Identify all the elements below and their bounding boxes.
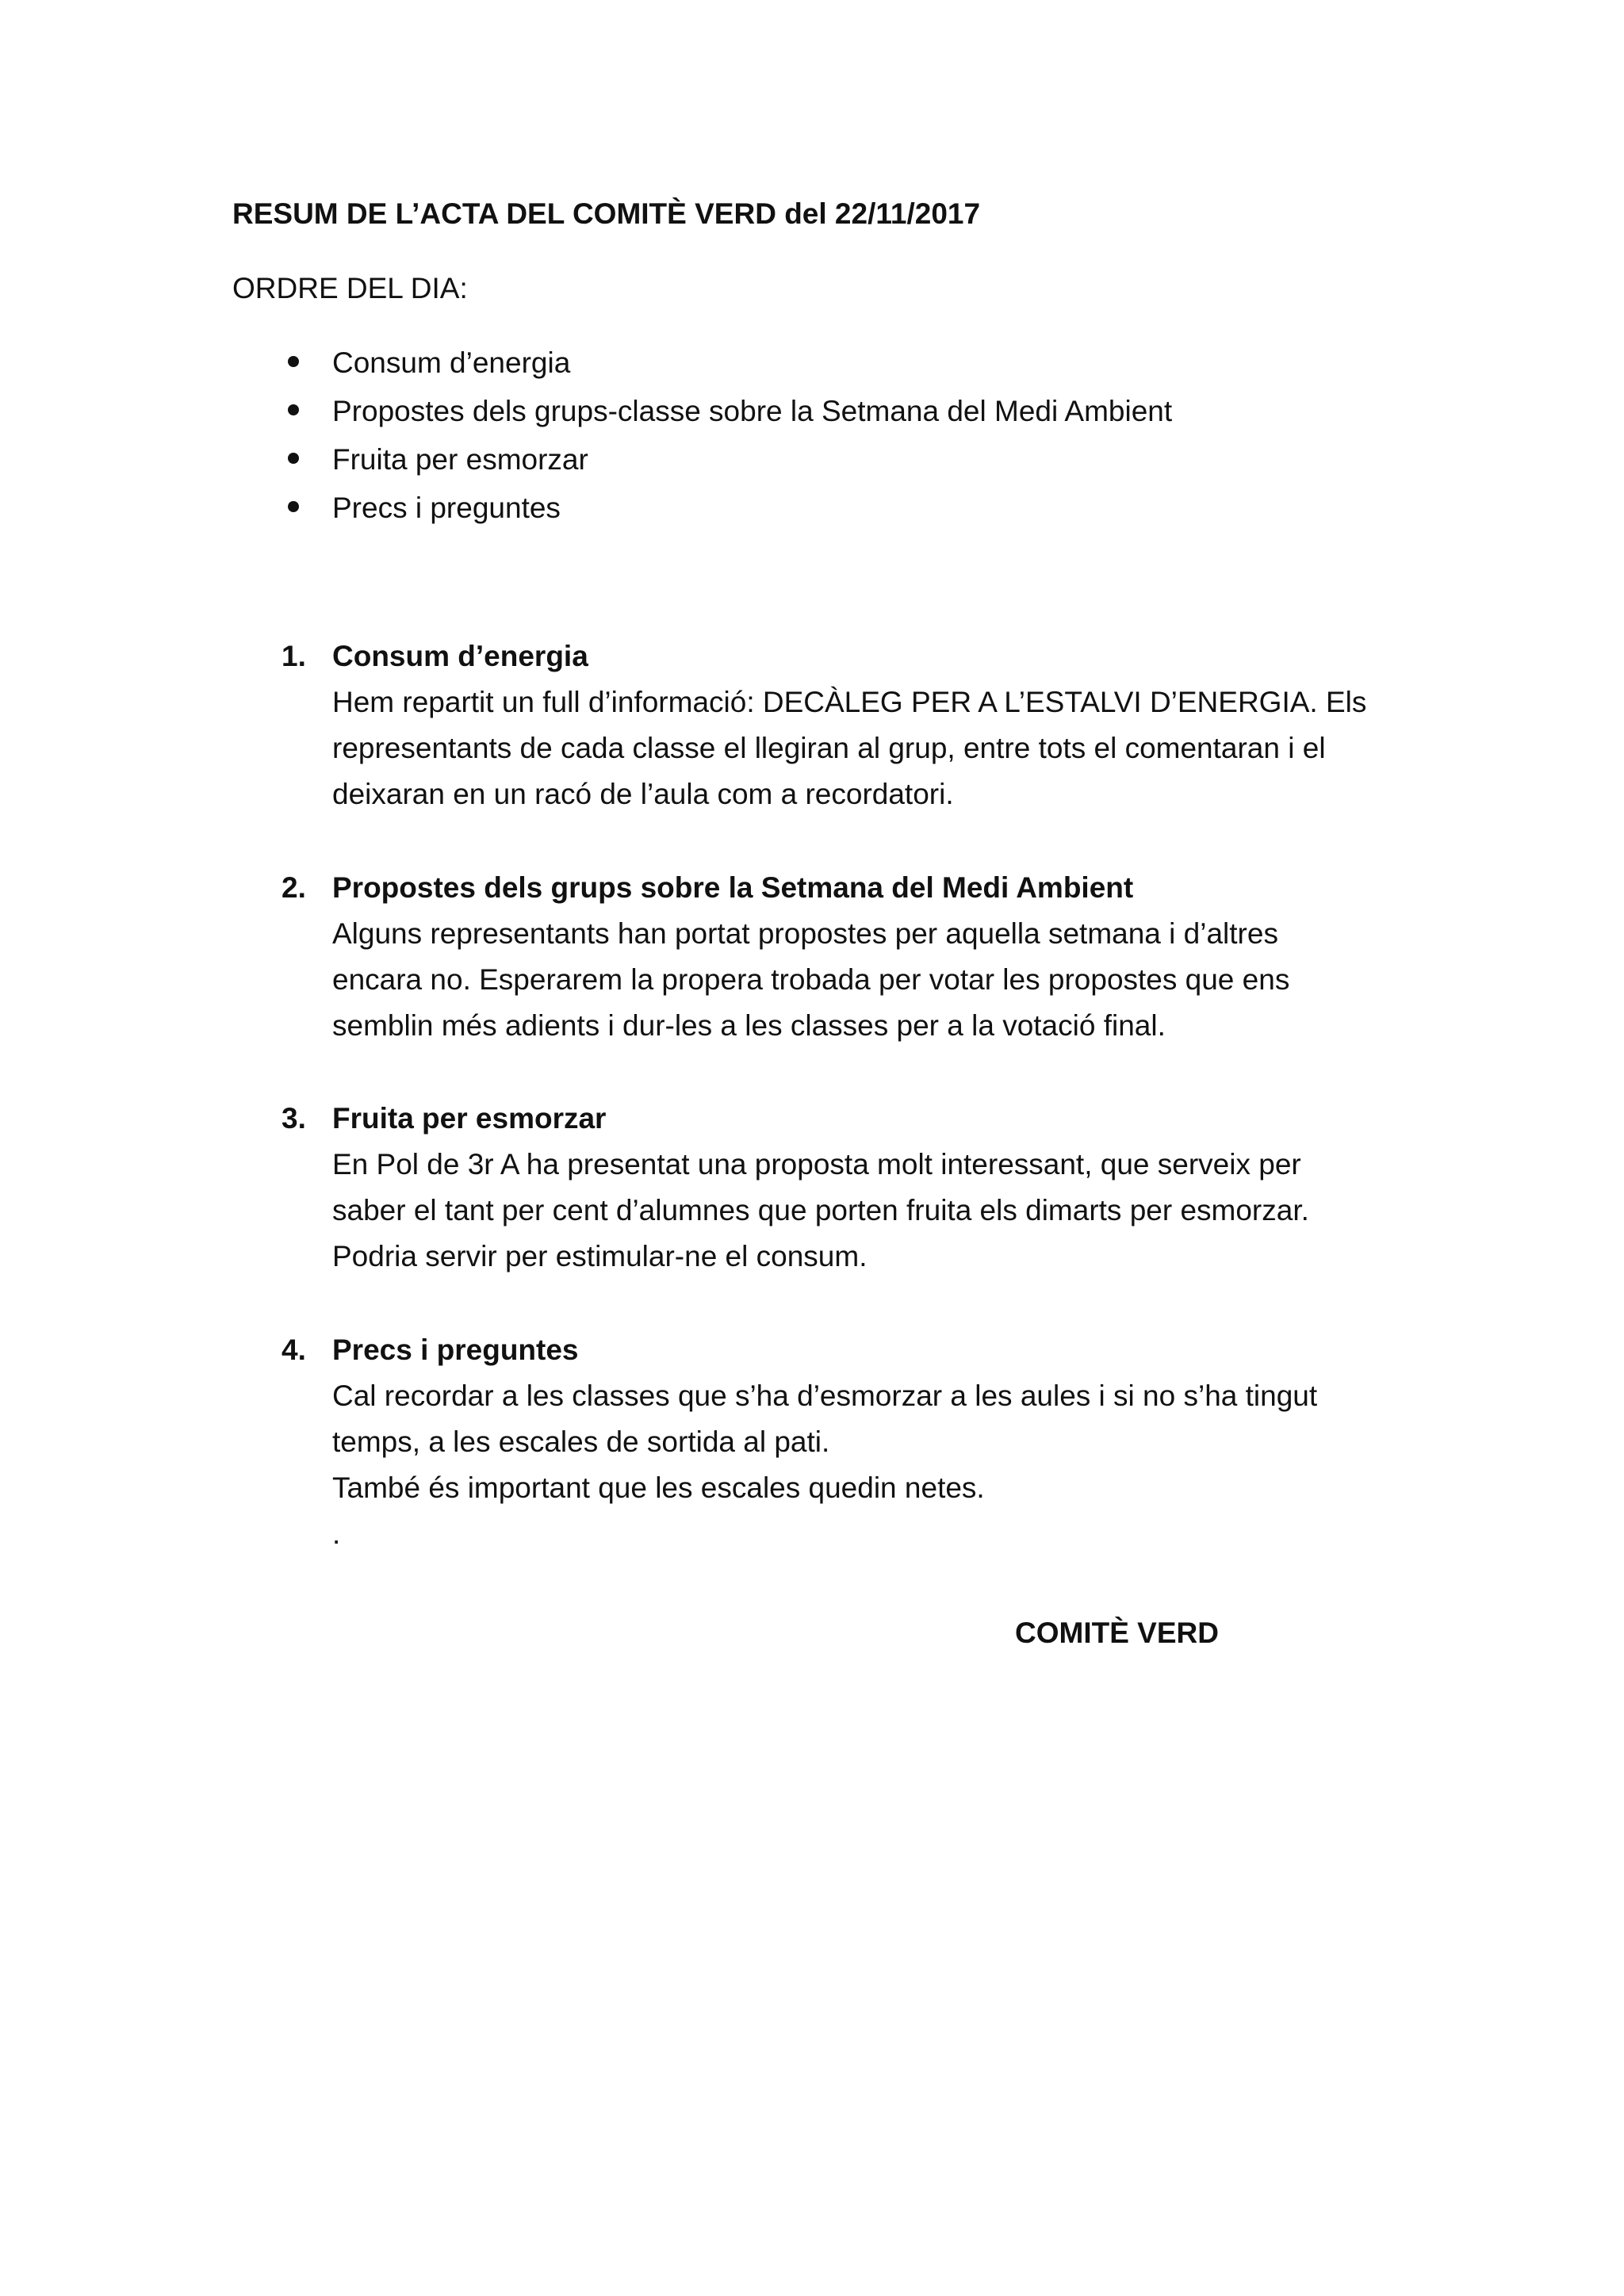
bullet-icon xyxy=(288,356,299,367)
body-line: deixaran en un racó de l’aula com a recordatori. xyxy=(332,778,954,810)
section-title: Precs i preguntes xyxy=(332,1334,579,1366)
agenda-item-text: Precs i preguntes xyxy=(332,492,561,524)
section-title: Consum d’energia xyxy=(332,640,588,672)
document-title: RESUM DE L’ACTA DEL COMITÈ VERD del 22/11/2017 xyxy=(232,197,981,230)
section-title: Propostes dels grups sobre la Setmana del Medi Ambient xyxy=(332,871,1134,904)
agenda-heading: ORDRE DEL DIA: xyxy=(232,272,468,304)
body-line: Alguns representants han portat propostes per aquella setmana i d’altres xyxy=(332,917,1278,950)
body-line: Podria servir per estimular-ne el consum. xyxy=(332,1240,868,1272)
bullet-icon xyxy=(288,453,299,464)
signature: COMITÈ VERD xyxy=(1015,1617,1219,1649)
body-line: semblin més adients i dur-les a les classes per a la votació final. xyxy=(332,1009,1166,1042)
section-number: 1. xyxy=(282,640,306,672)
body-line: encara no. Esperarem la propera trobada per votar les propostes que ens xyxy=(332,963,1290,996)
section-title: Fruita per esmorzar xyxy=(332,1102,607,1135)
section-body xyxy=(332,915,1379,1053)
body-line: . xyxy=(332,1517,341,1550)
agenda-item-text: Propostes dels grups-classe sobre la Setmana del Medi Ambient xyxy=(332,395,1173,427)
section-body xyxy=(332,1146,1379,1284)
section-number: 4. xyxy=(282,1334,306,1366)
section-body xyxy=(332,1377,1379,1561)
agenda-item xyxy=(0,344,1624,392)
bullet-icon xyxy=(288,501,299,512)
section-number: 3. xyxy=(282,1102,306,1135)
agenda-item-text: Consum d’energia xyxy=(332,346,571,379)
body-line: En Pol de 3r A ha presentat una proposta molt interessant, que serveix per xyxy=(332,1148,1301,1181)
body-line: També és important que les escales quedin netes. xyxy=(332,1471,985,1504)
body-line: saber el tant per cent d’alumnes que porten fruita els dimarts per esmorzar. xyxy=(332,1194,1309,1226)
body-line: Hem repartit un full d’informació: DECÀLEG PER A L’ESTALVI D’ENERGIA. Els xyxy=(332,686,1367,718)
body-line: Cal recordar a les classes que s’ha d’esmorzar a les aules i si no s’ha tingut xyxy=(332,1380,1318,1412)
section-body xyxy=(332,683,1379,821)
bullet-icon xyxy=(288,404,299,415)
agenda-item xyxy=(0,441,1624,489)
section-number: 2. xyxy=(282,871,306,904)
body-line: representants de cada classe el llegiran al grup, entre tots el comentaran i el xyxy=(332,732,1326,764)
body-line: temps, a les escales de sortida al pati. xyxy=(332,1425,830,1458)
agenda-list xyxy=(0,344,1624,538)
agenda-item xyxy=(0,489,1624,538)
agenda-item xyxy=(0,392,1624,441)
agenda-item-text: Fruita per esmorzar xyxy=(332,443,588,476)
